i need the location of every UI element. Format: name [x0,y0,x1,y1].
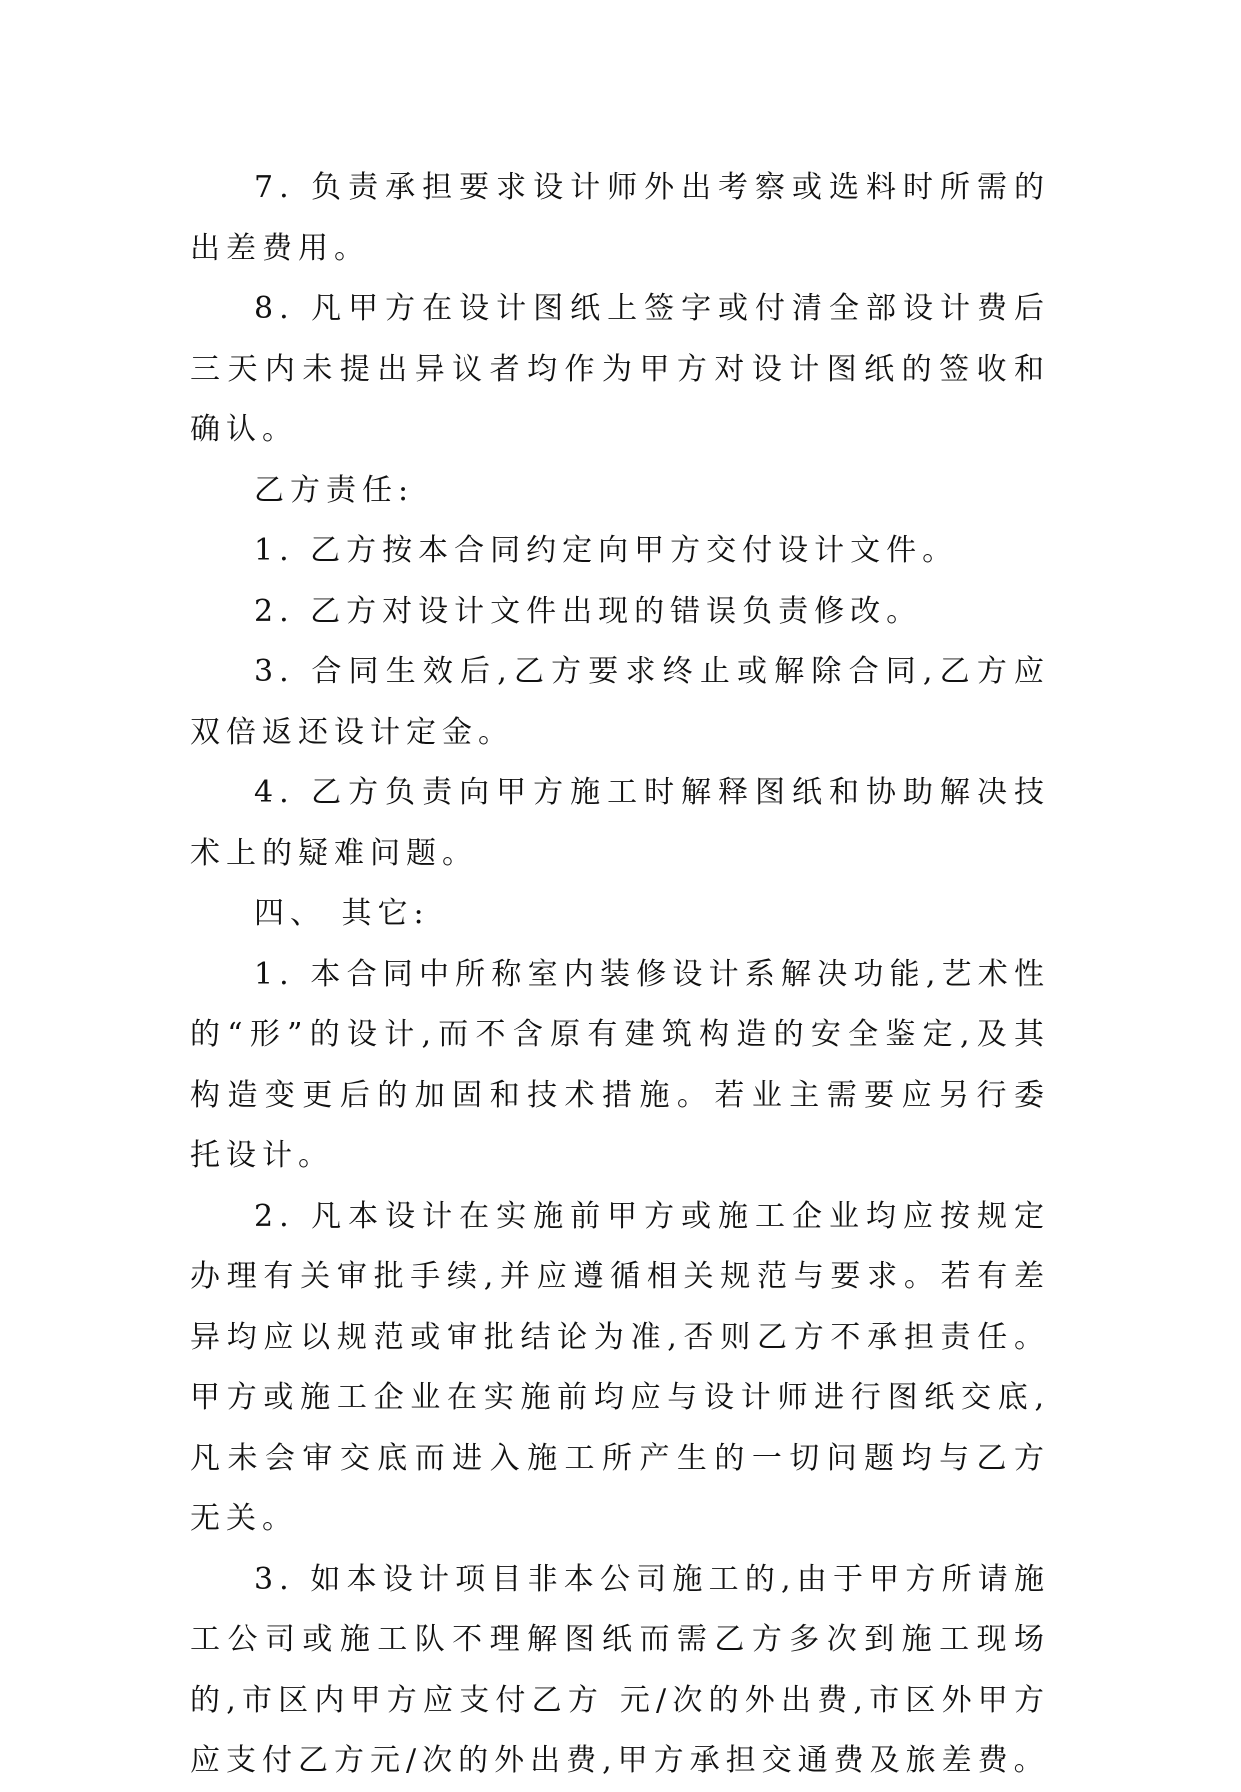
other-clause-1: 1. 本合同中所称室内装修设计系解决功能,艺术性的“形”的设计,而不含原有建筑构造的安全鉴定,及其构造变更后的加固和技术措施。若业主需要应另行委托设计。 [190,956,1050,1173]
other-clause-3: 3. 如本设计项目非本公司施工的,由于甲方所请施工公司或施工队不理解图纸而需乙方多次到施工现场的,市区内甲方应支付乙方 元/次的外出费,市区外甲方应支付乙方元/次的外出费,甲方承担交通费及旅差费。 [190,1561,1050,1778]
clause-8-drawing-confirmation: 8. 凡甲方在设计图纸上签字或付清全部设计费后三天内未提出异议者均作为甲方对设计图纸的签收和确认。 [190,291,1050,447]
party-b-clause-1: 1. 乙方按本合同约定向甲方交付设计文件。 [254,533,959,568]
party-b-clause-3: 3. 合同生效后,乙方要求终止或解除合同,乙方应双倍返还设计定金。 [190,654,1050,750]
party-b-clause-2: 2. 乙方对设计文件出现的错误负责修改。 [254,593,923,629]
section-heading-other: 四、 其它: [254,896,430,931]
other-clause-2: 2. 凡本设计在实施前甲方或施工企业均应按规定办理有关审批手续,并应遵循相关规范与要求。若有差异均应以规范或审批结论为准,否则乙方不承担责任。甲方或施工企业在实施前均应与设计师进行图纸交底,凡未会审交底而进入施工所产生的一切问题均与乙方无关。 [190,1198,1050,1536]
party-b-clause-4: 4. 乙方负责向甲方施工时解释图纸和协助解决技术上的疑难问题。 [190,775,1050,871]
clause-7-travel-expenses: 7. 负责承担要求设计师外出考察或选料时所需的出差费用。 [190,170,1050,266]
section-heading-party-b-responsibilities: 乙方责任: [254,472,415,508]
document-body [190,158,1050,1792]
